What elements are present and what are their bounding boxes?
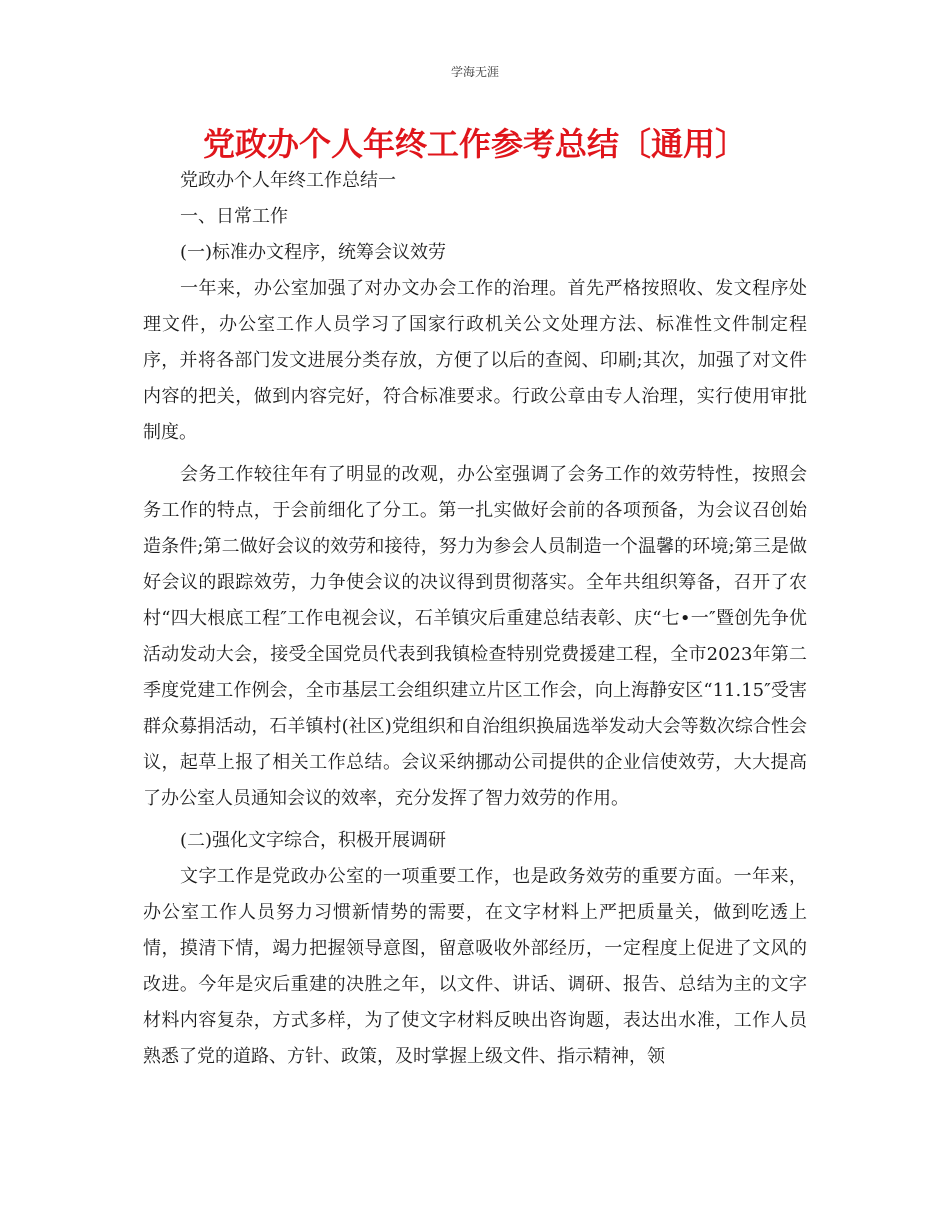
body-paragraph: 文字工作是党政办公室的一项重要工作，也是政务效劳的重要方面。一年来，办公室工作人员努力习惯新情势的需要，在文字材料上严把质量关，做到吃透上情，摸清下情，竭力把握领导意图，留意吸收外部经历，一定程度上促进了文风的改进。今年是灾后重建的决胜之年，以文件、讲话、调研、报告、总结为主的文字材料内容复杂，方式多样，为了使文字材料反映出咨询题，表达出水准，工作人员熟悉了党的道路、方针、政策，及时掌握上级文件、指示精神，领 <box>143 866 807 1067</box>
body-paragraph: 会务工作较往年有了明显的改观，办公室强调了会务工作的效劳特性，按照会务工作的特点，于会前细化了分工。第一扎实做好会前的各项预备，为会议召创始造条件;第二做好会议的效劳和接待，努力为参会人员制造一个温馨的环境;第三是做好会议的跟踪效劳，力争使会议的决议得到贯彻落实。全年共组织筹备，召开了农村“四大根底工程″工作电视会议，石羊镇灾后重建总结表彰、庆“七•一″暨创先争优活动发动大会，接受全国党员代表到我镇检查特别党费援建工程，全市2023年第二季度党建工作例会，全市基层工会组织建立片区工作会，向上海静安区“11.15″受害群众募捐活动，石羊镇村(社区)党组织和自治组织换届选举发动大会等数次综合性会议，起草上报了相关工作总结。会议采纳挪动公司提供的企业信使效劳，大大提高了办公室人员通知会议的效率，充分发挥了智力效劳的作用。 <box>143 464 807 809</box>
section-heading: 党政办个人年终工作总结一 <box>180 170 396 191</box>
body-paragraph: 一年来，办公室加强了对办文办会工作的治理。首先严格按照收、发文程序处理文件，办公室工作人员学习了国家行政机关公文处理方法、标准性文件制定程序，并将各部门发文进展分类存放，方便了以后的查阅、印刷;其次，加强了对文件内容的把关，做到内容完好，符合标准要求。行政公章由专人治理，实行使用审批制度。 <box>143 278 807 443</box>
section-heading: 一、日常工作 <box>180 206 288 227</box>
document-title: 党政办个人年终工作参考总结〔通用〕 <box>202 125 747 163</box>
page-header: 学海无涯 <box>450 65 499 79</box>
document-body <box>143 163 807 1075</box>
subsection-heading: (二)强化文字综合，积极开展调研 <box>180 830 447 851</box>
subsection-heading: (一)标准办文程序，统筹会议效劳 <box>180 242 447 263</box>
